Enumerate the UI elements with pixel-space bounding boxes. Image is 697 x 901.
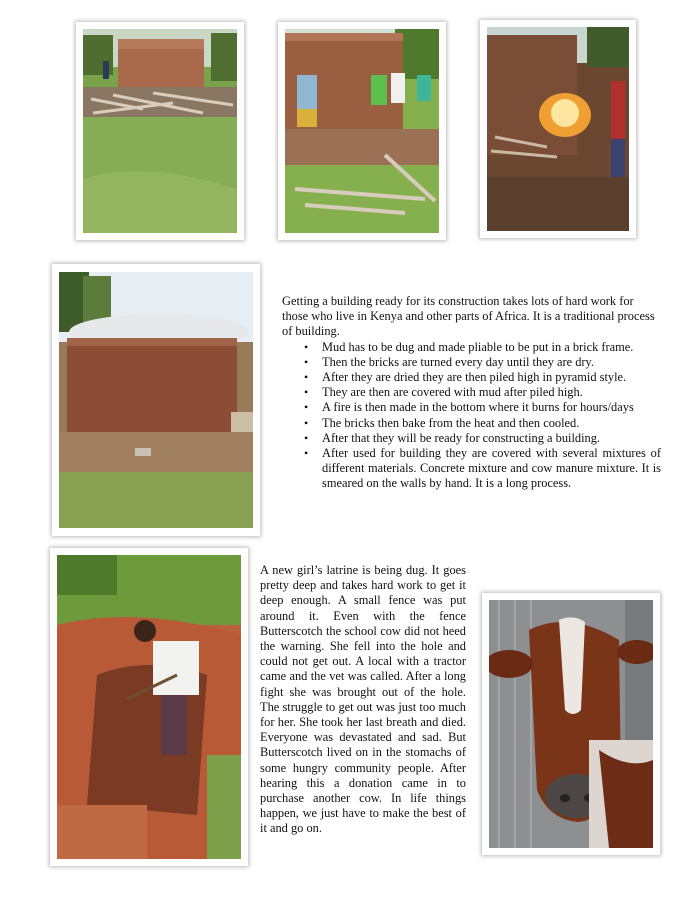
photo-brick-kiln-firewood (76, 22, 244, 240)
photo-smoking-kiln (52, 264, 260, 536)
step-item: • The bricks then bake from the heat and then cooled. (282, 416, 661, 431)
step-item: • After that they will be ready for constructing a building. (282, 431, 661, 446)
step-item: • Mud has to be dug and made pliable to be put in a brick frame. (282, 340, 661, 355)
photo-new-cow (482, 593, 660, 855)
photo-people-at-kiln (278, 22, 446, 240)
step-item: • Then the bricks are turned every day until they are dry. (282, 355, 661, 370)
step-item: • After used for building they are covered with several mixtures of different materials. Concrete mixture and cow manure mixture. It is smeared on the walls by hand. It is a long process. (282, 446, 661, 492)
step-item: • They are then are covered with mud after piled high. (282, 385, 661, 400)
latrine-story-text (260, 563, 466, 837)
photo-kiln-fire (480, 20, 636, 238)
brick-making-steps (282, 340, 661, 492)
latrine-story-paragraph: A new girl’s latrine is being dug. It goes pretty deep and takes hard work to get it deep enough. A small fence was put around it. Even with the fence Butterscotch the school cow did not heed the warning. She fell into the hole and could not get out. A local with a tractor came and the vet was called. After a long fight she was brought out of the hole. The struggle to get out was just too much for her. She took her last breath and died. Everyone was devastated and sad. But Butterscotch lived on in the stomachs of some hungry community people. After hearing this a donation came in to purchase another cow. In life things happen, we just have to make the best of it and go on. (260, 563, 466, 836)
step-item: • A fire is then made in the bottom where it burns for hours/days (282, 400, 661, 415)
photo-digging-latrine (50, 548, 248, 866)
brick-making-intro: Getting a building ready for its construction takes lots of hard work for those who live in Kenya and other parts of Africa. It is a traditional process of building. (282, 294, 655, 339)
step-item: • After they are dried they are then piled high in pyramid style. (282, 370, 661, 385)
brick-making-text (282, 294, 661, 492)
